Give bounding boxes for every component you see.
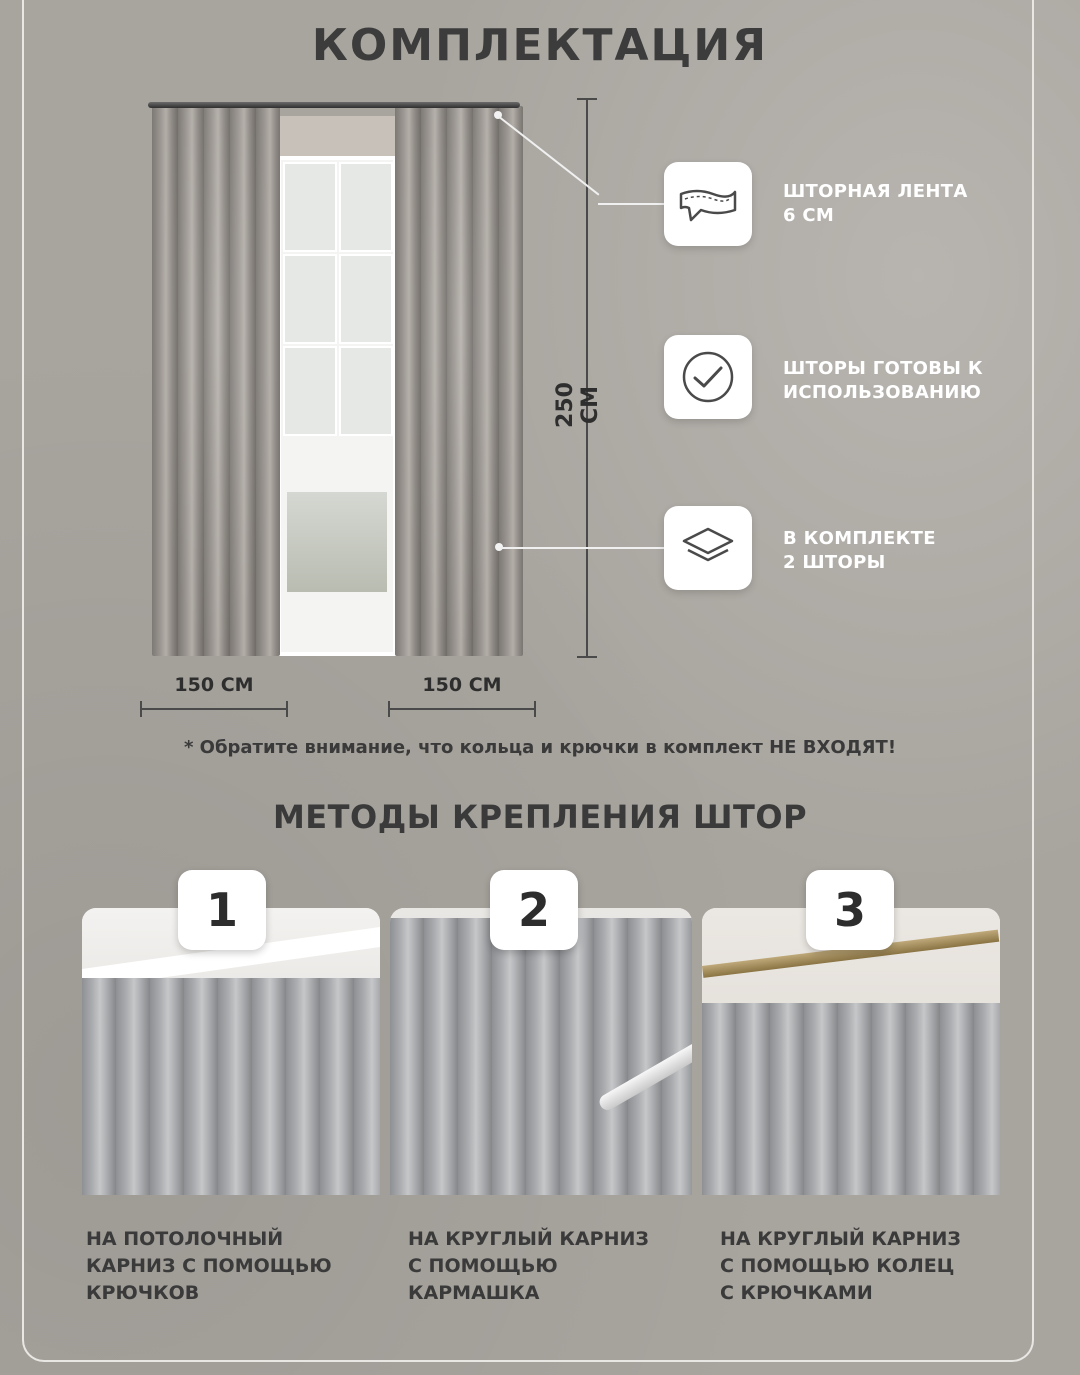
- window-pane: [283, 254, 337, 344]
- window-landscape: [287, 492, 387, 592]
- method-number-1: 1: [178, 870, 266, 950]
- methods-title: МЕТОДЫ КРЕПЛЕНИЯ ШТОР: [272, 798, 808, 836]
- method-number-2: 2: [490, 870, 578, 950]
- width-dimension-line-left: [140, 708, 288, 710]
- feature-card-tape: [664, 162, 752, 246]
- method-text-3: НА КРУГЛЫЙ КАРНИЗ С ПОМОЩЬЮ КОЛЕЦ С КРЮЧКАМИ: [720, 1228, 961, 1304]
- window: [277, 156, 397, 656]
- width-dimension-label-right: 150 СМ: [422, 674, 502, 696]
- window-pane: [339, 346, 393, 436]
- feature-text-ready: ШТОРЫ ГОТОВЫ К ИСПОЛЬЗОВАНИЮ: [783, 358, 983, 403]
- page-title: КОМПЛЕКТАЦИЯ: [311, 20, 769, 71]
- method-photo-3: [702, 908, 1000, 1195]
- window-pane: [339, 254, 393, 344]
- width-dimension-line-right: [388, 708, 536, 710]
- feature-card-ready: [664, 335, 752, 419]
- check-circle-icon: [680, 349, 736, 405]
- curtain-left: [152, 106, 280, 656]
- curtain-tape-icon: [677, 184, 739, 224]
- window-pane: [339, 162, 393, 252]
- curtain-right: [395, 106, 523, 656]
- window-pane: [283, 162, 337, 252]
- leader-line: [598, 203, 666, 205]
- method-text-1: НА ПОТОЛОЧНЫЙ КАРНИЗ С ПОМОЩЬЮ КРЮЧКОВ: [86, 1228, 332, 1304]
- leader-line: [500, 547, 666, 549]
- feature-text-tape: ШТОРНАЯ ЛЕНТА 6 СМ: [783, 181, 968, 226]
- method-text-2: НА КРУГЛЫЙ КАРНИЗ С ПОМОЩЬЮ КАРМАШКА: [408, 1228, 649, 1304]
- height-dimension-label: 250 СМ: [553, 382, 603, 428]
- layers-icon: [678, 523, 738, 573]
- method-photo-2: [390, 908, 692, 1195]
- feature-text-set: В КОМПЛЕКТЕ 2 ШТОРЫ: [783, 528, 936, 573]
- width-dimension-label-left: 150 СМ: [174, 674, 254, 696]
- curtains-illustration: [140, 96, 540, 661]
- curtain-pleats: [390, 918, 692, 1195]
- feature-card-set: [664, 506, 752, 590]
- method-number-3: 3: [806, 870, 894, 950]
- curtain-rod: [148, 102, 520, 108]
- disclaimer-note: * Обратите внимание, что кольца и крючки в комплект НЕ ВХОДЯТ!: [183, 737, 897, 758]
- window-pane: [283, 346, 337, 436]
- method-photo-1: [82, 908, 380, 1195]
- curtain-pleats: [702, 1003, 1000, 1195]
- curtain-pleats: [82, 978, 380, 1195]
